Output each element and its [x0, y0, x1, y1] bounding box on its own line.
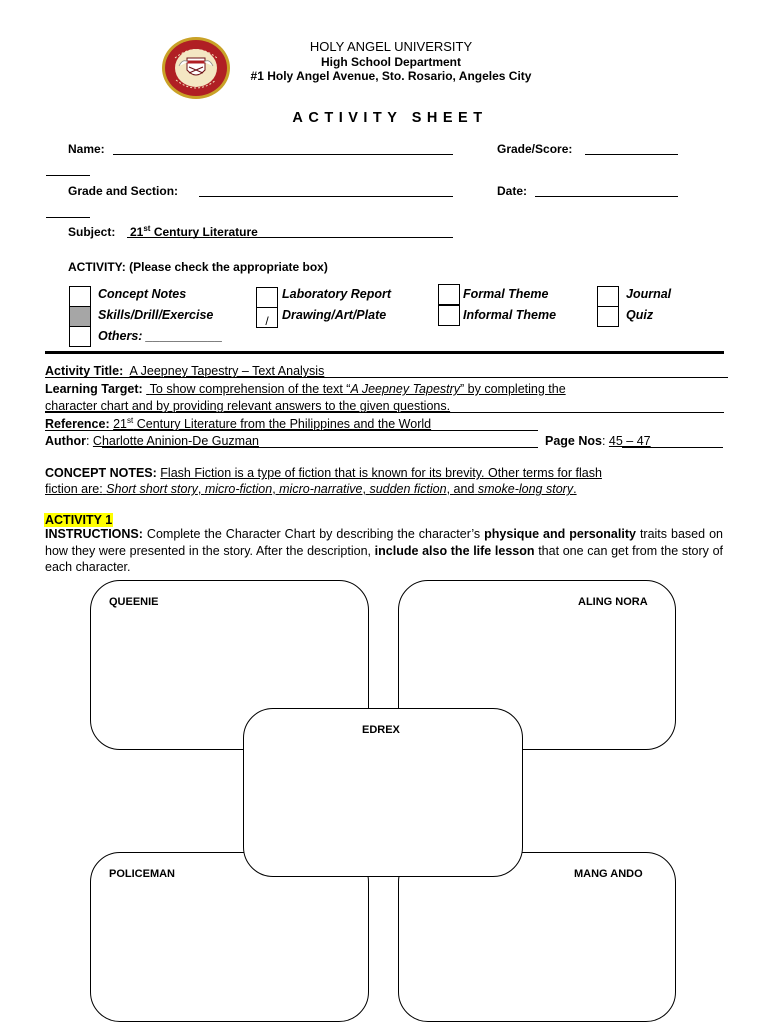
- grade-score-field[interactable]: [585, 141, 678, 155]
- concept-notes-checkbox[interactable]: [69, 286, 91, 307]
- policeman-label: POLICEMAN: [109, 868, 175, 880]
- subject-label: Subject:: [68, 225, 116, 239]
- name-label: Name:: [68, 142, 105, 156]
- formal-theme-option-label: Formal Theme: [463, 287, 549, 301]
- section-divider: [45, 351, 724, 354]
- drawing-check-mark: /: [265, 314, 269, 328]
- page-nos-value: 45 – 47: [608, 434, 651, 448]
- journal-checkbox[interactable]: [597, 286, 619, 307]
- others-option-label: Others: ___________: [98, 329, 223, 343]
- activity-title-line: [45, 377, 728, 378]
- skills-drill-checkbox[interactable]: [69, 306, 91, 327]
- others-checkbox[interactable]: [69, 326, 91, 347]
- informal-theme-checkbox[interactable]: [438, 305, 460, 326]
- learning-target-line: [45, 412, 724, 413]
- activity-1-badge: ACTIVITY 1: [45, 513, 113, 527]
- page-nos-line: [622, 447, 723, 448]
- grade-section-label: Grade and Section:: [68, 184, 179, 198]
- queenie-label: QUEENIE: [109, 596, 159, 608]
- author-line: [102, 447, 538, 448]
- grade-score-field-continuation: [46, 162, 90, 176]
- drawing-art-option-label: Drawing/Art/Plate: [282, 308, 387, 322]
- drawing-art-checkbox[interactable]: [256, 307, 278, 328]
- concept-notes-row: CONCEPT NOTES: Flash Fiction is a type of fiction that is known for its brevity. Other terms for flash: [45, 466, 602, 480]
- aling-nora-label: ALING NORA: [578, 596, 648, 608]
- skills-drill-option-label: Skills/Drill/Exercise: [98, 308, 214, 322]
- journal-option-label: Journal: [626, 287, 672, 301]
- date-field-continuation: [46, 204, 90, 218]
- name-field[interactable]: [113, 141, 453, 155]
- grade-section-field[interactable]: [199, 183, 453, 197]
- university-name: HOLY ANGEL UNIVERSITY: [309, 39, 473, 54]
- department-name: High School Department: [320, 55, 461, 69]
- learning-target-row-2: character chart and by providing relevant answers to the given questions.: [45, 399, 451, 413]
- informal-theme-option-label: Informal Theme: [463, 308, 557, 322]
- lab-report-checkbox[interactable]: [256, 287, 278, 308]
- university-address: #1 Holy Angel Avenue, Sto. Rosario, Angeles City: [250, 69, 532, 83]
- concept-notes-row-2: fiction are: Short short story, micro-fiction, micro-narrative, sudden fiction, and smoke-long story.: [45, 482, 577, 496]
- activity-title-row: Activity Title: A Jeepney Tapestry – Text Analysis: [45, 364, 325, 378]
- author-row: Author: Charlotte Aninion-De Guzman: [45, 434, 259, 448]
- formal-theme-checkbox[interactable]: [438, 284, 460, 305]
- grade-score-label: Grade/Score:: [497, 142, 573, 156]
- mang-ando-label: MANG ANDO: [574, 868, 643, 880]
- reference-line: [45, 430, 538, 431]
- subject-value: 21st Century Literature: [130, 224, 258, 239]
- sheet-title: ACTIVITY SHEET: [292, 110, 488, 126]
- page-nos-row: Page Nos: 45 – 47: [545, 434, 651, 448]
- reference-row: Reference: 21st Century Literature from the Philippines and the World: [45, 416, 432, 432]
- lab-report-option-label: Laboratory Report: [282, 287, 392, 301]
- activity-type-label: ACTIVITY: (Please check the appropriate box): [68, 260, 328, 274]
- date-label: Date:: [497, 184, 528, 198]
- edrex-label: EDREX: [362, 724, 400, 736]
- concept-notes-option-label: Concept Notes: [98, 287, 187, 301]
- author-value: Charlotte Aninion-De Guzman: [92, 434, 259, 448]
- quiz-checkbox[interactable]: [597, 306, 619, 327]
- quiz-option-label: Quiz: [626, 308, 654, 322]
- activity-title-value: A Jeepney Tapestry – Text Analysis: [129, 364, 325, 378]
- date-field[interactable]: [535, 183, 678, 197]
- activity-1-instructions: INSTRUCTIONS: Complete the Character Chart by describing the character’s physique and personality traits based on how they were presented in the story. After the description, include also the life lesson that one can get from the story of each character.: [45, 527, 723, 574]
- learning-target-row: Learning Target: To show comprehension of the text “A Jeepney Tapestry” by completing the: [45, 382, 566, 396]
